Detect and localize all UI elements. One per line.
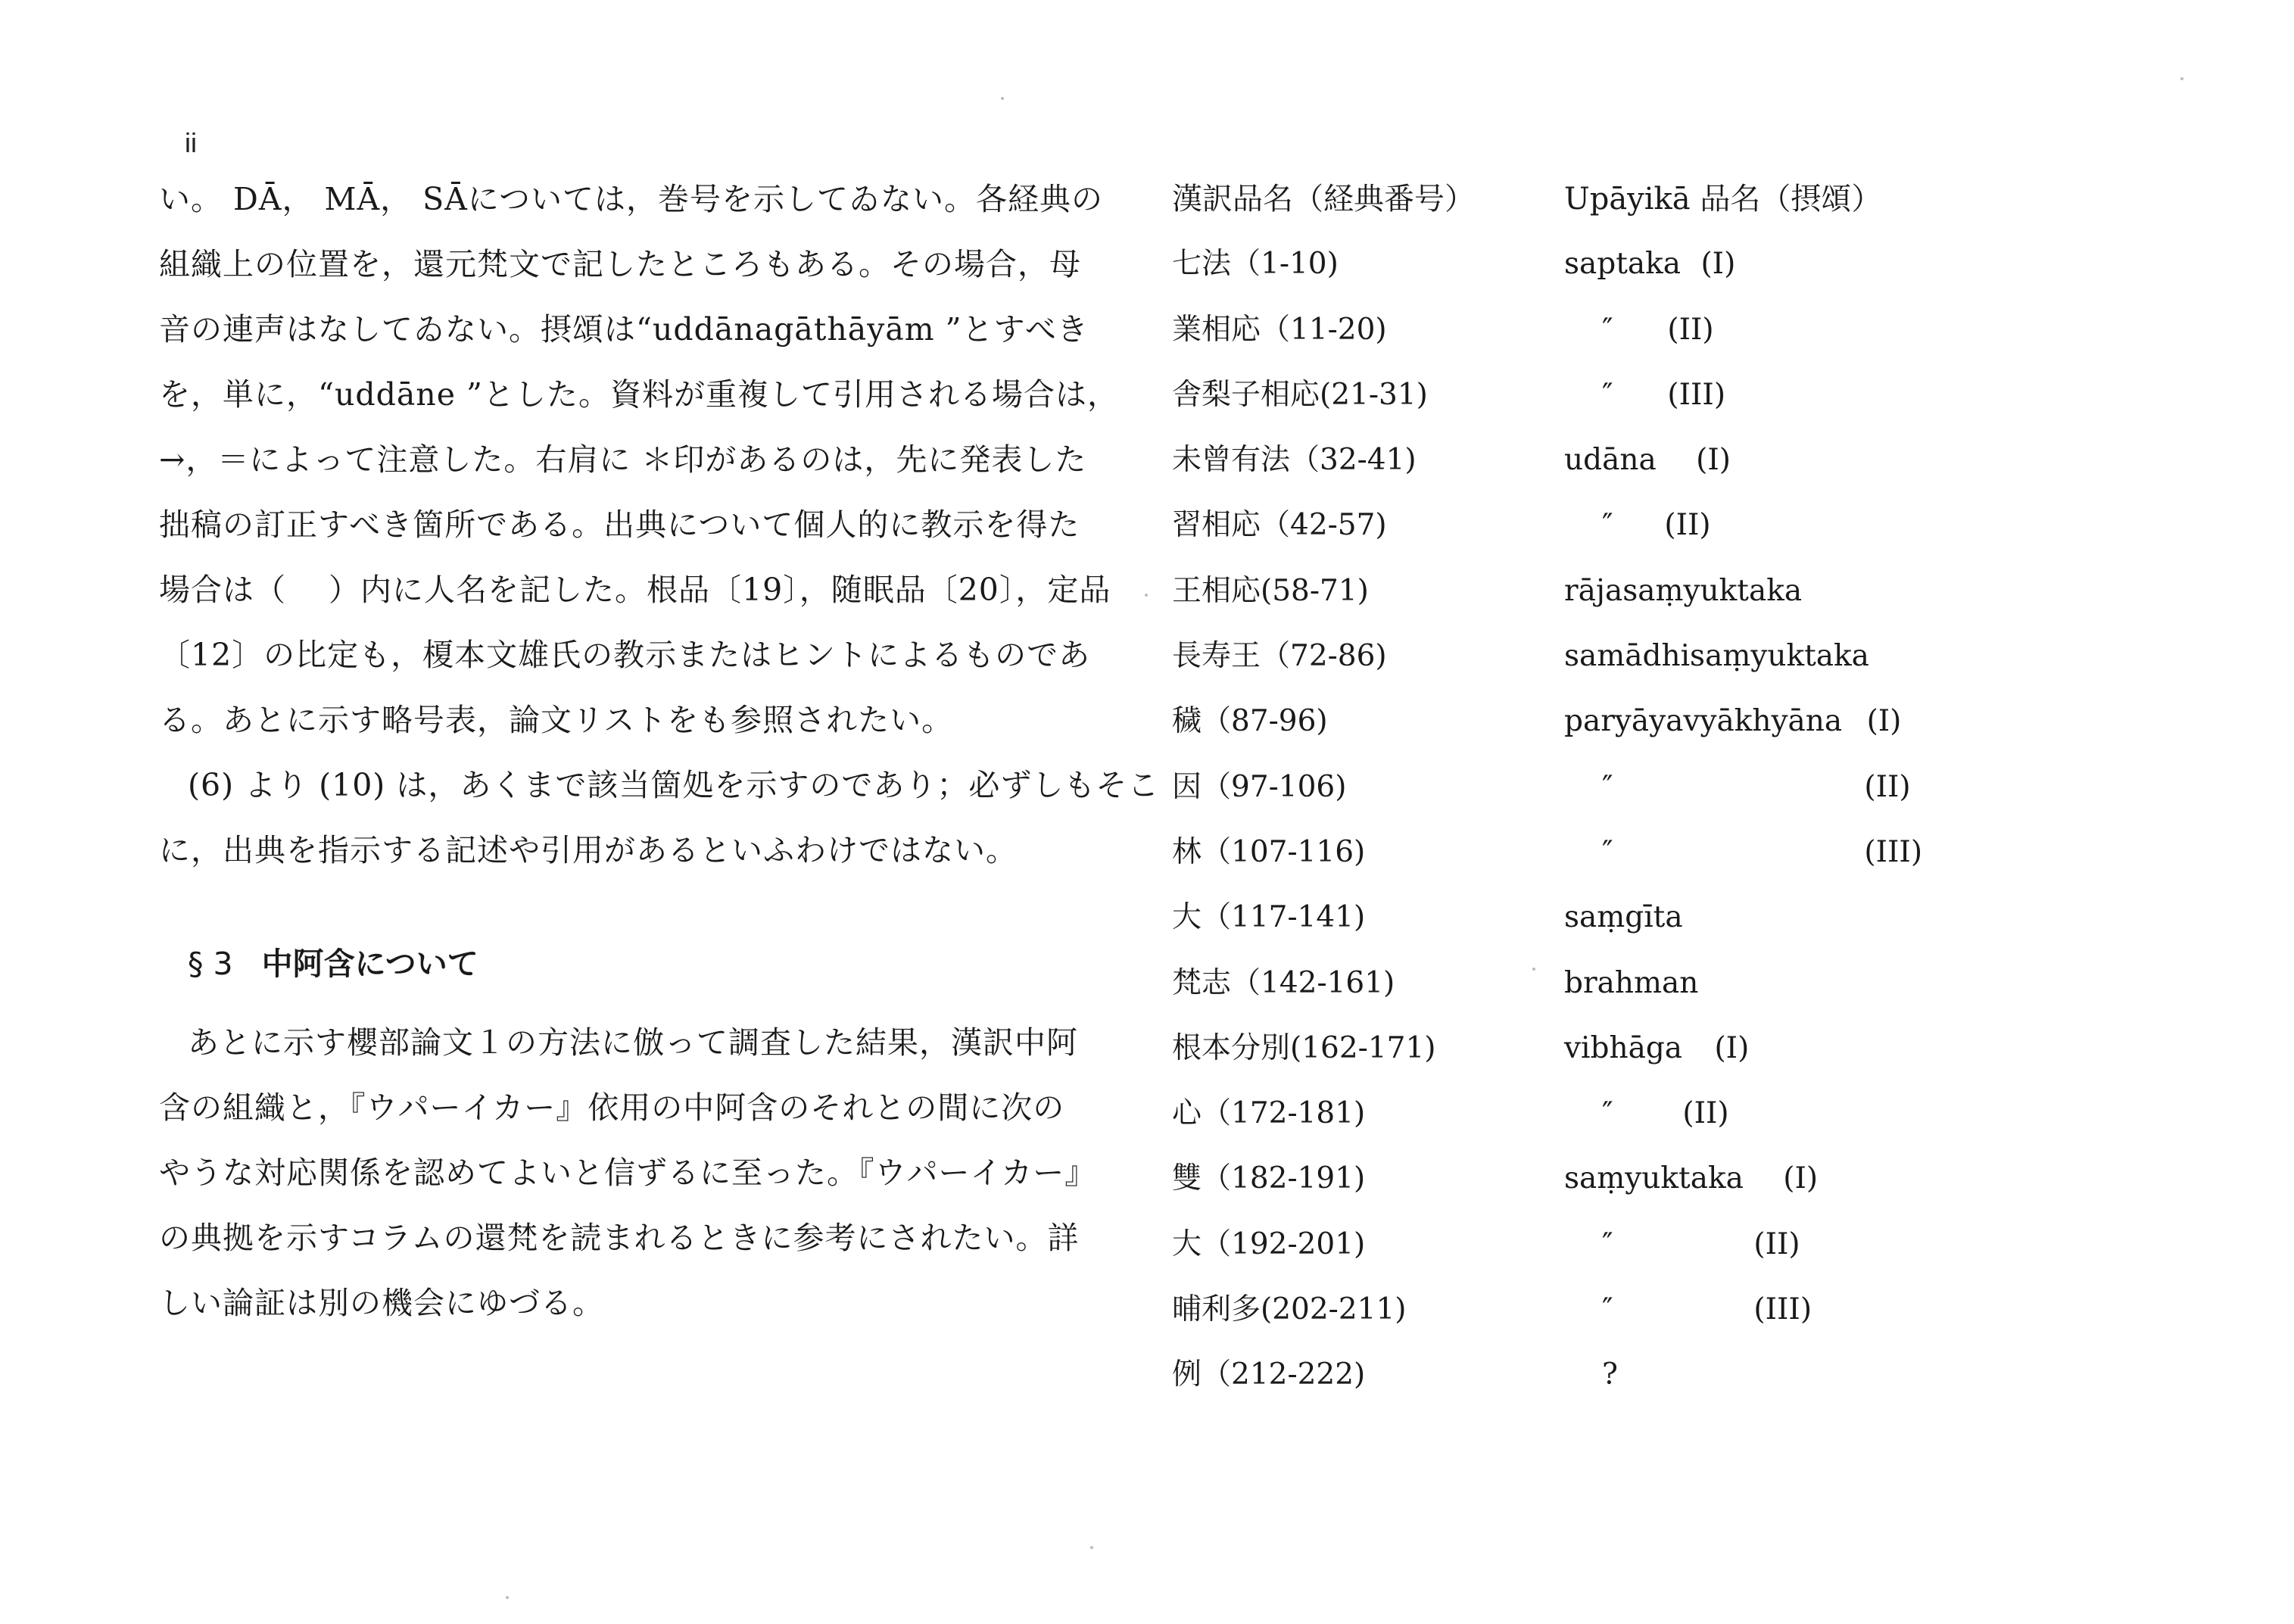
table-row-sanskrit — [1564, 1016, 2109, 1081]
table-cell-chinese: 習相応（42-57) — [1172, 508, 1387, 543]
sanskrit-number: (I) — [1866, 704, 1902, 739]
sanskrit-name: saṃyuktaka — [1564, 1161, 1744, 1196]
table-header-chinese: 漢訳品名（経典番号） — [1172, 182, 1475, 217]
paragraph-2-line: に，出典を指示する記述や引用があるといふわけではない。 — [159, 832, 1018, 868]
paragraph-line: 音の連声はなしてゐない。摂頌は“uddānagāthāyām ”とすべき — [159, 311, 1089, 348]
table-cell-chinese: 舎梨子相応(21-31) — [1172, 377, 1428, 412]
table-row-sanskrit — [1564, 428, 2109, 493]
scan-speck — [1001, 97, 1004, 100]
table-cell-chinese: 未曾有法（32-41) — [1172, 443, 1417, 478]
table-cell-chinese: 例（212-222) — [1172, 1357, 1366, 1392]
table-row-sanskrit — [1564, 298, 2109, 363]
section-number: § 3 — [188, 946, 233, 982]
ditto-mark: ″ — [1602, 769, 1613, 804]
table-cell-chinese: 梵志（142-161) — [1172, 965, 1395, 1000]
sanskrit-number: (III) — [1667, 377, 1726, 412]
ditto-mark: ″ — [1602, 377, 1613, 412]
table-cell-chinese: 雙（182-191) — [1172, 1161, 1366, 1196]
table-column-chinese — [1172, 167, 1566, 1408]
table-cell-chinese: 因（97-106) — [1172, 769, 1347, 804]
table-cell-chinese: 晡利多(202-211) — [1172, 1292, 1407, 1327]
paragraph-line: の典拠を示すコラムの還梵を読まれるときに参考にされたい。詳 — [159, 1220, 1080, 1256]
paragraph-3 — [159, 1010, 1097, 1336]
table-cell-chinese: 穢（87-96) — [1172, 704, 1328, 739]
table-cell-chinese: 王相応(58-71) — [1172, 573, 1369, 608]
table-row-sanskrit — [1564, 1146, 2109, 1211]
table-cell-chinese: 林（107-116) — [1172, 834, 1366, 869]
scan-speck — [1145, 594, 1148, 597]
ditto-mark: ″ — [1602, 1227, 1613, 1261]
table-row-sanskrit — [1564, 559, 2109, 624]
sanskrit-name: udāna — [1564, 443, 1657, 478]
table-row-sanskrit — [1564, 951, 2109, 1016]
paragraph-line: →，＝によって注意した。右肩に ＊印があるのは，先に発表した — [159, 441, 1087, 478]
sanskrit-number: (I) — [1700, 247, 1736, 282]
sanskrit-number: (II) — [1664, 508, 1711, 543]
table-row-sanskrit — [1564, 1342, 2109, 1407]
sanskrit-number: (I) — [1714, 1030, 1750, 1065]
table-row-sanskrit — [1564, 1277, 2109, 1342]
paragraph-line: 拙稿の訂正すべき箇所である。出典について個人的に教示を得た — [159, 507, 1080, 543]
ditto-mark: ″ — [1602, 834, 1613, 869]
scan-speck — [1090, 1546, 1093, 1549]
table-cell-chinese: 業相応（11-20) — [1172, 312, 1387, 347]
table-column-sanskrit — [1564, 167, 2109, 1408]
table-cell-chinese: 長寿王（72-86) — [1172, 639, 1387, 674]
sanskrit-number: (III) — [1753, 1292, 1812, 1327]
paragraph-2-line: (6) より (10) は，あくまで該当箇処を示すのであり；必ずしもそこ — [188, 767, 1160, 803]
table-cell-chinese: 大（117-141) — [1172, 900, 1366, 935]
paragraph-line: しい論証は別の機会にゆづる。 — [159, 1285, 604, 1321]
section-heading — [188, 931, 478, 996]
table-row-sanskrit — [1564, 624, 2109, 689]
paragraph-line: い。 DĀ， MĀ， SĀについては，巻号を示してゐない。各経典の — [159, 181, 1104, 217]
ditto-mark: ″ — [1602, 1292, 1613, 1327]
paragraph-line: る。あとに示す略号表，論文リストをも参照されたい。 — [159, 702, 954, 738]
paragraph-line: を，単に，“uddāne ”とした。資料が重複して引用される場合は， — [159, 376, 1119, 413]
sanskrit-name: paryāyavyākhyāna — [1564, 704, 1843, 739]
sanskrit-name: saptaka — [1564, 247, 1682, 282]
paragraph-line: あとに示す櫻部論文１の方法に倣って調査した結果，漢訳中阿 — [188, 1024, 1078, 1061]
table-row-sanskrit — [1564, 755, 2109, 820]
table-row-sanskrit — [1564, 493, 2109, 558]
table-row-sanskrit — [1564, 689, 2109, 754]
table-cell-chinese: 根本分別(162-171) — [1172, 1030, 1436, 1065]
table-row-sanskrit — [1564, 885, 2109, 950]
scan-speck — [2180, 77, 2183, 80]
table-row-sanskrit — [1564, 232, 2109, 297]
table-cell-chinese: 大（192-201) — [1172, 1227, 1366, 1261]
section-title: 中阿含について — [261, 946, 478, 982]
table-cell-chinese: 七法（1-10) — [1172, 247, 1339, 282]
table-row-sanskrit — [1564, 363, 2109, 428]
sanskrit-name: rājasaṃyuktaka — [1564, 573, 1803, 608]
question-mark: ? — [1602, 1357, 1618, 1392]
ditto-mark: ″ — [1602, 312, 1613, 347]
sanskrit-number: (II) — [1753, 1227, 1800, 1261]
paragraph-line: 〔12〕の比定も，榎本文雄氏の教示またはヒントによるものであ — [159, 637, 1091, 673]
ditto-mark: ″ — [1602, 1096, 1613, 1131]
table-cell-chinese: 心（172-181) — [1172, 1096, 1366, 1131]
scan-speck — [506, 1596, 509, 1599]
table-row-sanskrit — [1564, 820, 2109, 885]
sanskrit-number: (III) — [1864, 834, 1923, 869]
sanskrit-number: (II) — [1667, 312, 1714, 347]
table-header-sanskrit: Upāyikā 品名（摂頌） — [1564, 182, 1882, 217]
sanskrit-number: (II) — [1682, 1096, 1729, 1131]
sanskrit-name: vibhāga — [1564, 1030, 1683, 1065]
table-row-sanskrit — [1564, 1081, 2109, 1146]
scan-speck — [1532, 968, 1535, 971]
paragraph-line: 組織上の位置を，還元梵文で記したところもある。その場合，母 — [159, 246, 1081, 282]
page-number: ii — [185, 127, 197, 158]
ditto-mark: ″ — [1602, 508, 1613, 543]
paragraph-1 — [159, 167, 1160, 883]
sanskrit-number: (II) — [1864, 769, 1911, 804]
sanskrit-name: samādhisaṃyuktaka — [1564, 639, 1869, 674]
paragraph-line: やうな対応関係を認めてよいと信ずるに至った。『ウパーイカー』 — [159, 1155, 1097, 1191]
sanskrit-name: brahman — [1564, 965, 1699, 1000]
sanskrit-number: (I) — [1783, 1161, 1819, 1196]
table-row-sanskrit — [1564, 1212, 2109, 1277]
sanskrit-number: (I) — [1696, 443, 1731, 478]
paragraph-line: 場合は（ ）内に人名を記した。根品〔19〕，随眠品〔20〕，定品 — [159, 572, 1111, 608]
paragraph-line: 含の組織と，『ウパーイカー』依用の中阿含のそれとの間に次の — [159, 1089, 1065, 1126]
sanskrit-name: saṃgīta — [1564, 900, 1683, 935]
